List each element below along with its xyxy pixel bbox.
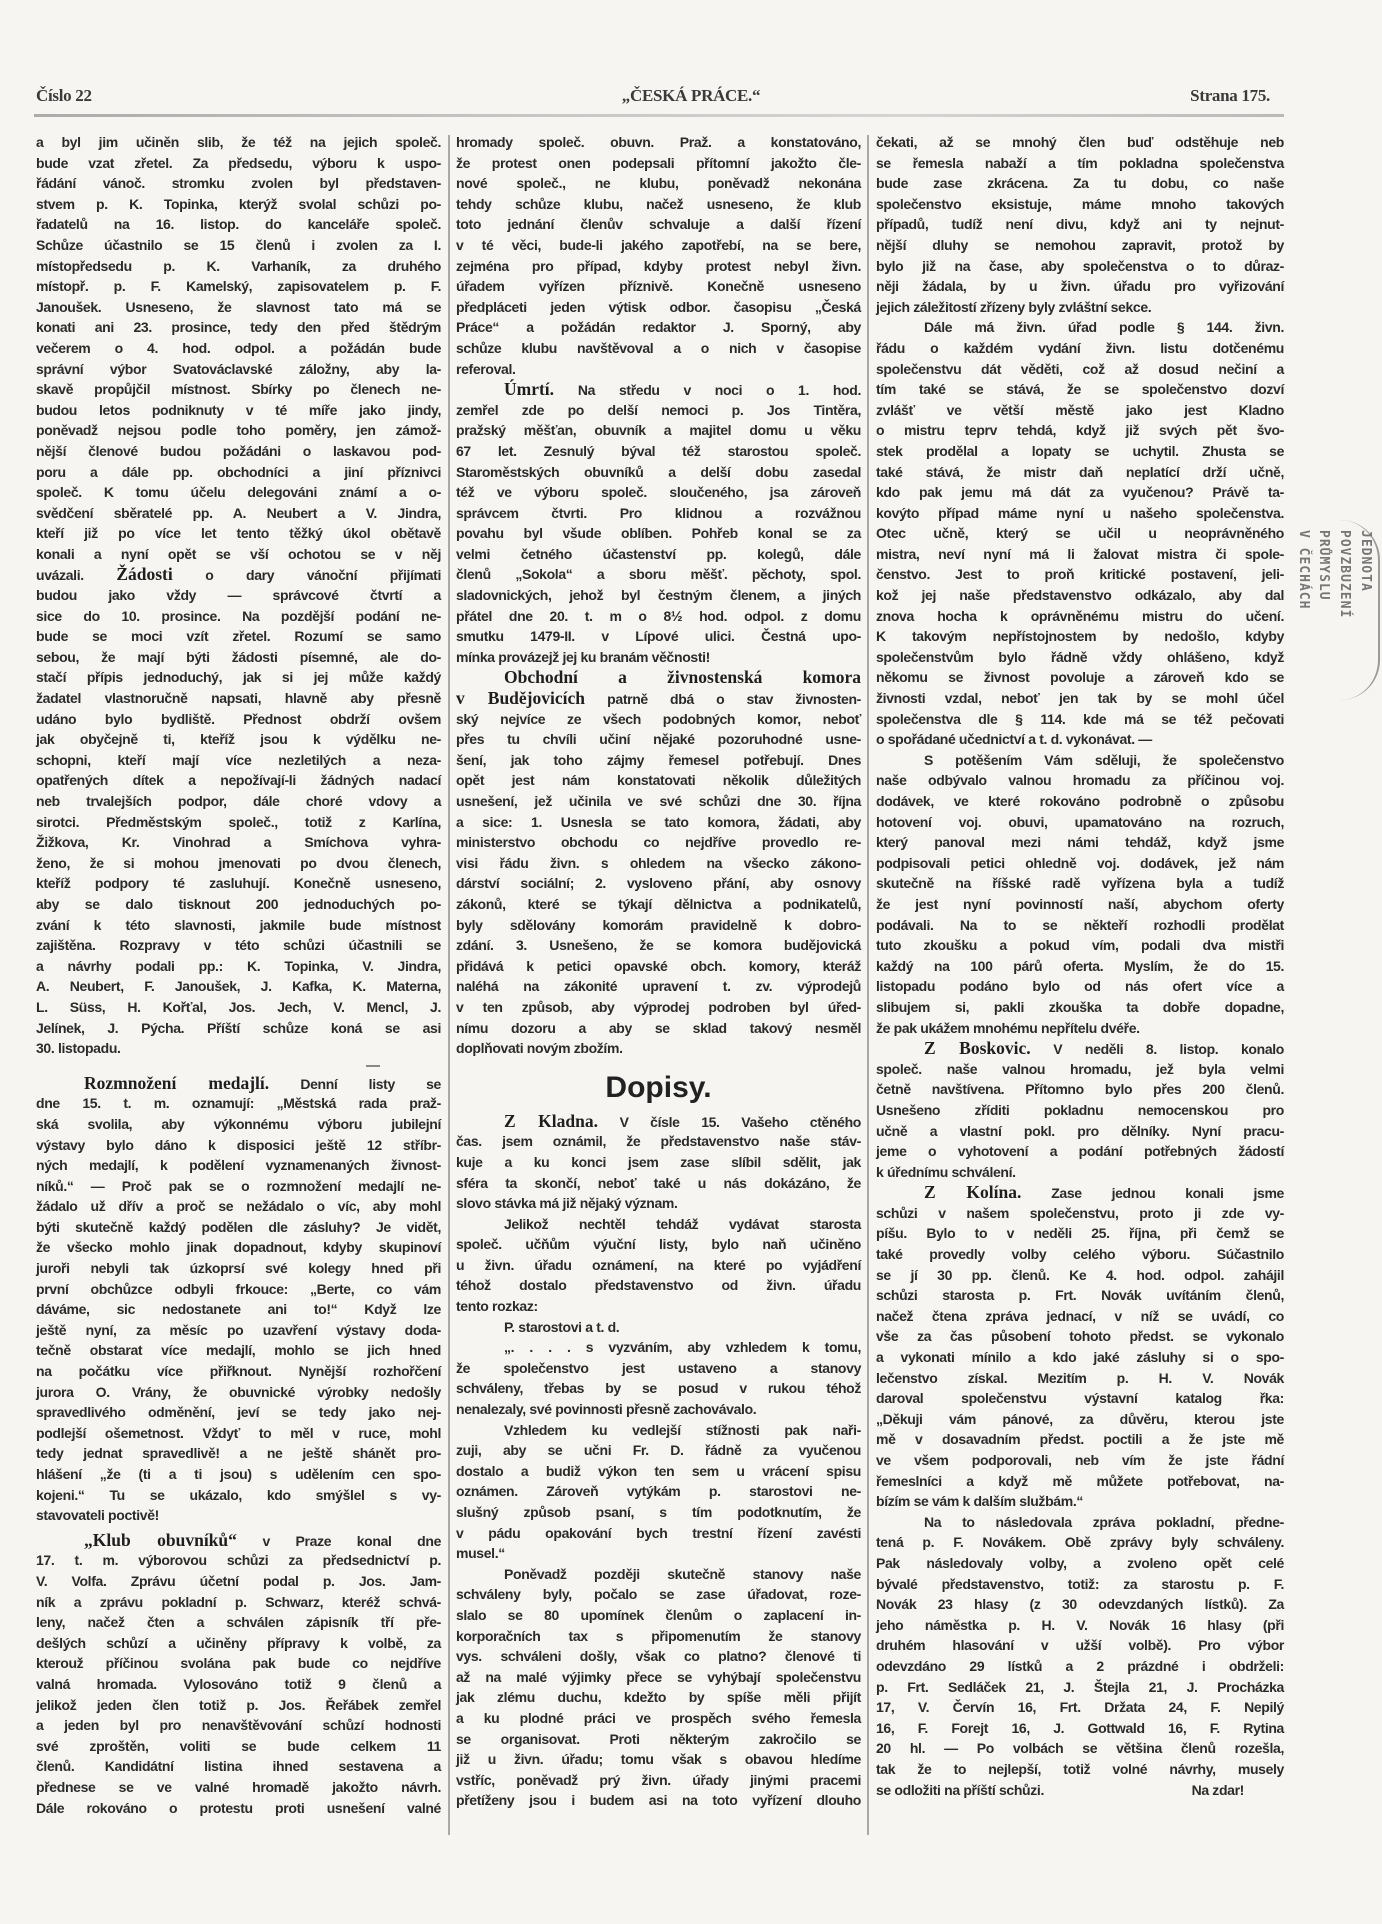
article-column-3 (876, 132, 1284, 1800)
text-line: jak obyčejně ti, kteříž jsou k výdělku ne- (36, 731, 441, 748)
text-line: v pádu opakování bych trestní řízení zavésti (456, 1524, 861, 1541)
text-line: žadatel vlastnoručně napsati, hlavně aby přesně (36, 690, 441, 707)
text-line: bízím se vám k dalším službám.“ (876, 1493, 1084, 1510)
text-line: Dále má živn. úřad podle § 144. živn. (924, 319, 1284, 336)
text-line: p. Frt. Sedláček 21, J. Štejla 21, J. Procházka (876, 1678, 1284, 1695)
text-line: píšu. Bylo to v neděli 25. října, při čemž se (876, 1225, 1284, 1242)
text-line: společ. K tomu účelu delegováni známí a o- (36, 484, 441, 501)
text-line: dáváme, sic nedostanete ani to!“ Když lze (36, 1301, 441, 1318)
text-line: a vykonati mínilo a kdo jaké zásluhy si o spo- (876, 1349, 1284, 1366)
text-line: přes tu chvíli učiní nějaké pozoruhodné usne- (456, 731, 861, 748)
text-line: tento rozkaz: (456, 1298, 538, 1315)
text-line: sice do 10. prosince. Na pozdější podání ne- (36, 607, 441, 624)
text-line: podlejší ošemetnost. Vždyť to měl v ruce, mohl (36, 1424, 441, 1441)
text-line: jurora O. Vrány, že obuvnické výrobky nedošly (36, 1383, 441, 1400)
text-line: místopř. p. F. Kamelský, zapisovatelem p. F. (36, 278, 441, 295)
text-line: Žižkova, Kr. Vinohrad a Smíchova vyhra- (36, 834, 441, 851)
text-line: čekati, až se mnohý člen buď odstěhuje neb (876, 134, 1284, 150)
line-text: o dary vánoční přijímati (172, 567, 442, 584)
text-line: mínka provázejž jej ku branám věčnosti! (456, 648, 710, 665)
paragraph (876, 1182, 1284, 1512)
text-line (876, 1038, 1284, 1059)
text-line: slušný způsob psaní, s tím podotknutím, že (456, 1504, 861, 1520)
text-line: také stává, že mistr daň neplatící drží učně, (876, 463, 1284, 480)
line-text: Na středu v noci o 1. hod. (554, 382, 861, 399)
paragraph (456, 667, 861, 1058)
text-line: bude zase zkrácena. Za tu dobu, co naše (876, 175, 1284, 192)
text-line: smutku 1479-II. v Lípové ulici. Čestná upo- (456, 628, 861, 645)
stamp-line: PRŮMYSLU (1316, 530, 1331, 601)
text-line: schůzi v našem společenstvu, proto ji zde vy- (876, 1204, 1284, 1221)
paragraph (456, 379, 861, 667)
text-line: správní výbor Svatováclavské záložny, aby la- (36, 360, 441, 377)
article-headline: Z Kladna. (504, 1110, 598, 1131)
text-line: Pak následovaly volby, a zvoleno opět celé (876, 1554, 1284, 1571)
article-headline: Z Kolína. (924, 1182, 1022, 1203)
text-line: úřadem vyřízen příznivě. Konečně usneseno (456, 278, 861, 295)
text-line: daroval společenstvu výstavní katalog řka: (876, 1390, 1284, 1407)
text-line: nenalezaly, své povinnosti přesně zachovávalo. (456, 1401, 757, 1418)
text-line: 16, F. Forejt 16, J. Gottwald 16, F. Rytina (876, 1719, 1284, 1736)
text-line: A. Neubert, F. Janoušek, J. Kafka, K. Materna, (36, 978, 441, 995)
text-line: podávali. Na to se někteří rozhodli prodělat (876, 916, 1284, 933)
text-line: konati ani 23. prosince, tedy den před štědrým (36, 319, 441, 336)
text-line: tedy jednat spravedlivě! a ne ještě shánět pro- (36, 1445, 441, 1462)
text-line (456, 667, 861, 688)
text-line: aby se dalo tisknout 200 jednoduchých po- (36, 895, 441, 912)
text-line: sféra ta skončí, neboť také u nás dokázáno, že (456, 1174, 861, 1191)
text-line: dne 15. t. m. oznamují: „Městská rada praž- (36, 1095, 441, 1112)
paragraph (876, 750, 1284, 1038)
text-line: v ten způsob, aby výprodej podroben byl úřed- (456, 998, 861, 1015)
paragraph (876, 132, 1284, 317)
column-divider (448, 135, 450, 1835)
text-line: stek prodělal a lopaty se uchytil. Zhusta se (876, 442, 1284, 459)
text-line (876, 1780, 1284, 1801)
text-line: ník a zprávu pokladní p. Schwarz, kteréž schvá- (36, 1593, 441, 1610)
paragraph (876, 1038, 1284, 1182)
text-line: tehdy schůze klubu, načež usneseno, že klub (456, 195, 861, 212)
text-line: zajištěna. Rozpravy v této schůzi účastnili se (36, 937, 441, 954)
line-text: V čísle 15. Vašeho ctěného (597, 1113, 861, 1130)
paragraph (36, 132, 441, 1059)
text-line: ministerstvo obchodu co nejdříve provedlo re- (456, 834, 861, 851)
text-line: který panoval mezi námi tehdáž, když jsme (876, 834, 1284, 851)
text-line: společenstva dle § 114. kde má se též pečovati (876, 710, 1284, 727)
text-line: ve všem podporovali, neb vím že jste řádní (876, 1452, 1284, 1468)
text-line: dostalo a budiž výkon ten sem u vrácení spisu (456, 1462, 861, 1479)
text-line: vstříc, poněvadž prý živn. úřady jinými pracemi (456, 1771, 861, 1788)
text-line: předpláceti jeden výtisk odbor. časopisu „Česká (456, 298, 861, 315)
text-line: 20 hl. — Po volbách se většina členů rozešla, (876, 1740, 1284, 1757)
text-line: u živn. úřadu oznámení, na které po vyjádření (456, 1256, 861, 1273)
text-line: zemřel zde po delší nemoci p. Jos Tintěra, (456, 401, 861, 418)
column-divider (867, 135, 869, 1835)
text-line: dárství sociální; 2. vysloveno přání, aby osnovy (456, 875, 861, 892)
text-line: kteříž podpory té zasluhují. Konečně usneseno, (36, 875, 441, 892)
text-line: bude se moci vzít zřetel. Rozumí se samo (36, 628, 441, 645)
text-line: a byl jim učiněn slib, že též na jejich společ. (36, 134, 441, 150)
text-line: usnešení, jež učinila ve své schůzi dne 30. října (456, 793, 861, 809)
text-line: k úřednímu schválení. (876, 1163, 1016, 1180)
text-line: čenstvo. Jest to proň kritické postavení, jeli- (876, 566, 1284, 583)
text-line: stavovateli poctivě! (36, 1507, 159, 1524)
text-line: zdání. 3. Usnešeno, že se komora budějovická (456, 937, 861, 954)
line-text: uvázali. (36, 567, 117, 584)
text-line: řemeslníci a když mě můžete potřebovat, na- (876, 1472, 1284, 1489)
text-line: Vzhledem ku vedlejší stížnosti pak naři- (504, 1421, 861, 1438)
text-line: poru a dále pp. obchodníci a jiní příznivci (36, 463, 441, 480)
text-line: schváleny, třebas by se posud v rukou téhož (456, 1380, 861, 1397)
text-line: večerem o 4. hod. odpol. a požádán bude (36, 339, 441, 356)
text-line: ještě nyní, za měsíc po uzavření výstavy doda- (36, 1321, 441, 1338)
text-line: musel.“ (456, 1545, 505, 1562)
text-line: zejména pro případ, kdyby protest nebyl živn. (456, 257, 861, 274)
paragraph (456, 1214, 861, 1317)
text-line: se jí 30 pp. členů. Ke 4. hod. odpol. zahájil (876, 1266, 1284, 1283)
text-line: ský nejvíce ze všech podobných komor, neboť (456, 710, 861, 727)
text-line: znova hocha k oprávněnému mistru do učení. (876, 607, 1284, 624)
text-line: konali a nyní opět se vší ochotou se v něj (36, 545, 441, 562)
text-line: jeme o vyhotovení a podání potřebných žádostí (876, 1143, 1284, 1160)
text-line: neb trvalejších podpor, dále choré vdovy a (36, 793, 441, 809)
stamp-line: V ČECHÁCH (1296, 530, 1311, 610)
text-line: Poněvadž později skutečně stanovy naše (504, 1565, 861, 1582)
article-headline: Obchodní a živnostenská komora (504, 667, 861, 688)
line-text: V neděli 8. listop. konalo (1030, 1041, 1284, 1058)
text-line: ných medajlí, k podělení vyznamenaných živnost- (36, 1157, 441, 1174)
text-line: dodávek, ve které rokováno podrobně o způsobu (876, 793, 1284, 809)
text-line (36, 1073, 441, 1094)
text-line: slibujem si, pakli zkouška ta dobře dopadne, (876, 998, 1284, 1015)
text-line: tím také se stává, že se společenstvo dozví (876, 381, 1284, 398)
text-line: 30. listopadu. (36, 1040, 121, 1057)
text-line: druhém hlasování v užší volbě). Pro výbor (876, 1637, 1284, 1654)
text-line: schváleny byly, počalo se zase úřadovat, roze- (456, 1586, 861, 1603)
text-line: o spořádané učednictví a t. d. vykonávat. — (876, 731, 1152, 748)
text-line: v té věci, bude-li jakého zapotřebí, na se bere, (456, 236, 861, 253)
text-line: společenstvům bylo řádně vždy ohlášeno, když (876, 648, 1284, 665)
text-line: Novák 23 hlasy (z 30 odevzdaných lístků). Za (876, 1596, 1284, 1613)
text-line: šení, jak toho zájmy řemesel potřebují. Dnes (456, 751, 861, 768)
text-line: skutečně na říšské radě vyřízena byla a tudíž (876, 875, 1284, 892)
text-line: 67 let. Zesnulý býval též starostou společ. (456, 442, 861, 459)
line-text: patrně dbá o stav živnosten- (585, 691, 861, 708)
paragraph (456, 1337, 861, 1419)
text-line: též ve výboru společ. sloučeného, jsa zároveň (456, 484, 861, 501)
text-line: „. . . . s vyzváním, aby vzhledem k tomu, (504, 1339, 861, 1356)
text-line: své zproštěn, voliti se bude celkem 11 (36, 1737, 441, 1754)
text-line: něji žádala, by u živn. úřadu pro vyřizování (876, 278, 1284, 295)
text-line: K takovým nepřístojnostem by nedošlo, kdyby (876, 628, 1284, 645)
text-line: Dále rokováno o protestu proti usnešení valné (36, 1799, 441, 1816)
text-line: že jest nyní povinností naší, abychom oferty (876, 895, 1284, 912)
text-line: Staroměstských obuvníků a delší dobu zasedal (456, 463, 861, 480)
text-line: o mistru teprv tehdá, když již svých pět švo- (876, 422, 1284, 439)
text-line: jeho náměstka p. H. V. Novák 16 hlasy (při (876, 1616, 1284, 1633)
text-line: také provedly volby celého výboru. Súčastnilo (876, 1246, 1284, 1263)
text-line: na počátku více přiřknout. Nynější rozhořčení (36, 1363, 441, 1380)
text-line: „Děkuji vám pánové, za důvěru, kterou jste (876, 1410, 1284, 1427)
text-line: V. Volfa. Zprávu účetní podal p. Jos. Jam- (36, 1572, 441, 1589)
text-line: každý na 100 párů oferta. Myslím, že do 15. (876, 957, 1284, 974)
text-line: oznámen. Zároveň vytýkám p. starostovi ne- (456, 1483, 861, 1500)
article-headline: v Budějovicích (456, 688, 585, 709)
text-line: tak že to nejlepší, totiž volné návrhy, musely (876, 1760, 1284, 1777)
text-line: doplňovati novým zbožím. (456, 1040, 623, 1057)
text-line: stačí přípis jednoduchý, jak si jej může každý (36, 669, 441, 686)
text-line: nové společ., ne klubu, poněvadž nekonána (456, 175, 861, 192)
text-line: toto jednání členův schvaluje a další řízení (456, 216, 861, 233)
issue-number: Číslo 22 (36, 86, 92, 105)
text-line: udáno bylo bydliště. Přednost obdrží ovšem (36, 710, 441, 727)
text-line: žádalo už dřív a proč se nežádalo o víc, aby mohl (36, 1198, 441, 1215)
text-line: bylo již na čase, aby společenstva o to důraz- (876, 257, 1284, 274)
text-line: a jeden byl pro nenavštěvování schůzí hodnosti (36, 1717, 441, 1734)
text-line: již u živn. úřadu; tomu však s obavou hledíme (456, 1751, 861, 1768)
text-line: Schůze účastnilo se 15 členů i zvolen za I. (36, 236, 441, 253)
line-text: v Praze konal dne (236, 1532, 442, 1549)
article-headline: Rozmnožení medajlí. (84, 1072, 270, 1093)
header-rule (34, 114, 1284, 117)
text-line: hotovení voj. obuvi, upamatováno na rozruch, (876, 813, 1284, 830)
paragraph (876, 1512, 1284, 1800)
text-line: přetíženy jsou i budem asi na toto vyřízení dlouho (456, 1792, 861, 1809)
text-line: tená p. F. Novákem. Obě zprávy byly schváleny. (876, 1534, 1284, 1551)
text-line: Otec učně, který se učil u neoprávněného (876, 525, 1284, 542)
article-headline: Úmrtí. (504, 379, 555, 400)
text-line: byly sdělovány komorám pravidelně k dobro- (456, 916, 861, 933)
text-line: sebou, že mají býti žádosti písemné, ale do- (36, 648, 441, 665)
text-line: řádání vánoč. stromku zvolen byl představen- (36, 175, 441, 192)
text-line: budou letos podniknuty v té míře jako jindy, (36, 401, 441, 418)
paragraph (456, 1317, 861, 1338)
text-line (456, 688, 861, 709)
section-separator (36, 1059, 441, 1073)
text-line: slalo se 80 upomínek členům o zaplacení in- (456, 1606, 861, 1623)
text-line: slovo stávka má již nějaký význam. (456, 1195, 678, 1212)
text-line: správcem čtvrti. Pro klidnou a rozvážnou (456, 504, 861, 521)
text-line: kojeni.“ Tu se ukázalo, kdo smýšlel s vy- (36, 1486, 441, 1503)
text-line: L. Süss, H. Kořťal, Jos. Jech, V. Mencl, J. (36, 998, 441, 1015)
text-line: povahu byl všude oblíben. Pohřeb konal se za (456, 525, 861, 542)
text-line: společ. učňům výuční listy, bylo naň učiněno (456, 1236, 861, 1253)
text-line: visi řádu živn. s ohledem na všecko zákono- (456, 854, 861, 871)
text-line: řádu o každém vydání živn. listu dotčenému (876, 339, 1284, 356)
text-line: býti skutečně každý podělen dle zásluhy? Je vidět, (36, 1218, 441, 1235)
text-line (456, 379, 861, 400)
text-line: kteří již po více let tento těžký úkol obětavě (36, 525, 441, 542)
paragraph (456, 132, 861, 379)
text-line: lečenstvo získal. Mezitím p. H. V. Novák (876, 1369, 1284, 1386)
text-line: zuji, aby se učni Fr. D. řádně za vyučenou (456, 1442, 861, 1459)
section-heading: Dopisy. (605, 1070, 712, 1104)
text-line: přednese se ve valné hromadě jakožto návrh. (36, 1778, 441, 1795)
text-line: sirotci. Předměstským společ., totiž z Karlína, (36, 813, 441, 830)
text-line: učně a vlastní pokl. pro dělníky. Nyní pracu- (876, 1122, 1284, 1139)
article-headline: Z Boskovic. (924, 1038, 1031, 1059)
text-line: opatřených dítek a nepožívají-li žádných nadací (36, 772, 441, 789)
text-line: Jelínek, J. Pýcha. Příští schůze koná se asi (36, 1019, 441, 1036)
text-line: četně navštívena. Přítomno bylo přes 200 členů. (876, 1081, 1284, 1098)
article-column-1 (36, 132, 441, 1818)
article-headline: „Klub obuvníků“ (84, 1529, 237, 1550)
line-text: se odložiti na příští schůzi. (876, 1781, 1044, 1798)
article-headline: Žádosti (116, 564, 173, 585)
text-line: Janoušek. Usneseno, že slavnost tato má se (36, 298, 441, 315)
text-line: kovýto případ máme nyní u našeho společenstva. (876, 504, 1284, 521)
text-line: opět jest nám konstatovati několik důležitých (456, 772, 861, 789)
text-line: pražský měšťan, obuvník a majitel domu u věku (456, 422, 861, 439)
text-line: zákonů, které se týkají dělnictva a podnikatelů, (456, 895, 861, 912)
text-line: podpisovali petici ohledně voj. dodávek, jež nám (876, 854, 1284, 871)
text-line: nější členové budou požádáni o laskavou pod- (36, 442, 441, 459)
text-line: naše odbývalo valnou hromadu za příčinou voj. (876, 772, 1284, 789)
text-line: kdo pak jemu má dát za vyučenou? Právě ta- (876, 484, 1284, 501)
paragraph (456, 1111, 861, 1214)
text-line: vše za čas působení tohoto předst. se vykonalo (876, 1328, 1284, 1345)
text-line (876, 1182, 1284, 1203)
text-line: poněvadž nejsou podle toho poměry, jen zámož- (36, 422, 441, 439)
text-line: načež čtena zpráva jednací, v níž se uvádí, co (876, 1307, 1284, 1324)
text-line: skavě propůjčil místnost. Sbírky po členech ne- (36, 381, 441, 398)
text-line: a ku plodné práci ve prospěch svého řemesla (456, 1709, 861, 1726)
text-line: svědčení sběratelé pp. A. Neubert a V. Jindra, (36, 504, 441, 521)
text-line: že pak ukážem mnohému nepřítelu dvéře. (876, 1019, 1140, 1036)
page-number: Strana 175. (1190, 86, 1270, 105)
text-line: kuje a ku konci jsem zase slíbil sdělit, jak (456, 1153, 861, 1170)
text-line: živnosti vzdal, neboť jen tak by se mohl účel (876, 690, 1284, 707)
signoff: Na zdar! (1191, 1781, 1244, 1798)
text-line: S potěšením Vám sděluji, že společenstvo (924, 751, 1284, 768)
text-line: kož jej naše představenstvo odkázalo, aby dal (876, 587, 1284, 604)
text-line: referoval. (456, 360, 516, 377)
text-line: jak zlému duchu, kdežto by spíše měli přijít (456, 1689, 861, 1706)
stamp-line: JEDNOTA (1358, 530, 1373, 592)
stamp-line: POVZBUZENÍ (1337, 530, 1352, 619)
text-line: leny, načež čten a schválen zápisník tří pře- (36, 1614, 441, 1631)
newspaper-title: „ČESKÁ PRÁCE.“ (621, 86, 761, 105)
text-line: Usnešeno zříditi pokladnu nemocenskou pro (876, 1101, 1284, 1118)
text-line: až na malé výjimky přece se vyhýbají společenstvu (456, 1668, 861, 1685)
text-line: mistra, neví nyní má li žalovat mistra či spole- (876, 545, 1284, 562)
text-line: případů, tudíž není divu, když ani ty nejnut- (876, 216, 1284, 233)
text-line: že všecko mohlo jinak dopadnout, kdyby skupinoví (36, 1239, 441, 1256)
text-line: někomu se živnost povoluje a zároveň kdo se (876, 669, 1284, 686)
text-line: spravedlivého odměnění, jeví se tedy jako nej- (36, 1404, 441, 1421)
line-text: Denní listy se (269, 1075, 441, 1092)
text-line: 17. t. m. výborovou schůzi za předsednictví p. (36, 1552, 441, 1569)
text-line: velmi četného účastenství pp. kolegů, dále (456, 545, 861, 562)
text-line: schůze klubu navštěvoval a o nich v časopise (456, 339, 861, 356)
paragraph (876, 317, 1284, 749)
text-line: schopni, kteří mají více nezletilých a neza- (36, 751, 441, 768)
text-line: téhož dostalo představenstvo od živn. úřadu (456, 1277, 861, 1294)
text-line: sladovnických, jehož byl čestným členem, a jiných (456, 587, 861, 604)
text-line: naléhá na zákonité upravení t. zv. výprodejů (456, 978, 861, 995)
text-line: první obchůzce odbyli frkouce: „Berte, co vám (36, 1280, 441, 1297)
text-line: zvání k této slavnosti, jakmile bude místnost (36, 916, 441, 933)
text-line: odevzdáno 29 lístků a 2 prázdné i obdrželi: (876, 1657, 1284, 1674)
text-line: schůzi starosta p. Frt. Novák uvítáním členů, (876, 1287, 1284, 1304)
text-line: nímu dozoru a aby se sklad takový nesměl (456, 1019, 861, 1036)
library-stamp (1294, 520, 1380, 700)
text-line: P. starostovi a t. d. (504, 1318, 620, 1335)
text-line: Na to následovala zpráva pokladní, předne- (924, 1513, 1284, 1530)
text-line: ženo, že si mohou jmenovati po dvou členech, (36, 854, 441, 871)
text-line (36, 564, 441, 585)
paragraph (36, 1073, 441, 1526)
text-line: listopadu podáno bylo od nás ofert více a (876, 978, 1284, 995)
text-line: Jelikož nechtěl tehdáž vydávat starosta (504, 1215, 861, 1232)
line-text: Zase jednou konali jsme (1021, 1185, 1284, 1202)
text-line: že protest onen podepsali přítomní jakožto čle- (456, 154, 861, 171)
text-line: se organisovat. Proti některým zakročilo se (456, 1730, 861, 1747)
text-line: budou jako vždy — správcové čtvrtí a (36, 587, 441, 604)
article-column-2 (456, 132, 861, 1811)
text-line (456, 1111, 861, 1132)
text-line: valná hromada. Vylosováno totiž 9 členů a (36, 1675, 441, 1692)
text-line: členů „Sokola“ a sboru měšť. pěchoty, spol. (456, 566, 861, 583)
text-line: společ. naše valnou hromadu, jež byla velmi (876, 1060, 1284, 1077)
text-line: níků.“ — Proč pak se o rozmnožení medajlí ne- (36, 1177, 441, 1194)
text-line: čas. jsem oznámil, že představenstvo naše stáv- (456, 1133, 861, 1150)
text-line: přátel dne 20. t. m o 8½ hod. odpol. z domu (456, 607, 861, 624)
text-line: kterouž příčinou svolána pak bude co nejdříve (36, 1655, 441, 1672)
text-line: Práce“ a požádán redaktor J. Sporný, aby (456, 319, 861, 336)
text-line: stvem p. K. Topinka, kterýž svolal schůzi po- (36, 195, 441, 212)
text-line: že společenstvo jest ustaveno a stanovy (456, 1359, 861, 1376)
text-line: hromady společ. obuvn. Praž. a konstatováno, (456, 134, 861, 150)
text-line: mě v dosavadním předst. poctili a že jste mě (876, 1431, 1284, 1448)
paragraph (456, 1420, 861, 1564)
text-line: se řemesla nabaží a tím pokladna společenstva (876, 154, 1284, 171)
text-line: 17, V. Červín 16, Frt. Držata 24, F. Nepilý (876, 1699, 1284, 1716)
text-line: členů. Kandidátní listina ihned sestavena a (36, 1758, 441, 1775)
paragraph (456, 1564, 861, 1811)
text-line: dešlých schůzí a učiněny přípravy k volbě, za (36, 1634, 441, 1651)
text-line: bude vzat zřetel. Za předsedu, výboru k uspo- (36, 154, 441, 171)
text-line: korporačních tax s připomenutím že stanovy (456, 1627, 861, 1644)
text-line: výstavy bylo dáno k disposici ještě 12 stříbr- (36, 1136, 441, 1153)
text-line (36, 1530, 441, 1551)
paragraph (36, 1530, 441, 1818)
text-line: hlášení „že (ti a ti jsou) s udělením cen spo- (36, 1466, 441, 1482)
text-line: společenstvu dát věděti, což až dosud nečiní a (876, 360, 1284, 377)
text-line: řadatelů na 16. listop. do kanceláře společ. (36, 216, 441, 233)
text-line: společenstvo eksistuje, máme mnoho takových (876, 195, 1284, 212)
text-line: a sice: 1. Usnesla se tato komora, žádati, aby (456, 813, 861, 830)
text-line: ská svolila, aby výkonnému výboru jubilejní (36, 1115, 441, 1132)
text-line: jelikož jeden člen totiž p. Jos. Řeřábek zemřel (36, 1696, 441, 1713)
text-line: bývalé představenstvo, totiž: za starostu p. F. (876, 1575, 1284, 1592)
text-line: vys. schváleni došly, však co platno? členové ti (456, 1648, 861, 1665)
text-line: juroři nebyli tak úzkoprsí své kolegy hned při (36, 1260, 441, 1277)
text-line: zvlášť ve větší městě jako jest Kladno (876, 401, 1284, 418)
text-line: a návrhy podali pp.: K. Topinka, V. Jindra, (36, 957, 441, 974)
text-line: přidává k petici opavské obch. komory, kteráž (456, 957, 861, 974)
text-line: místopředsedu p. K. Varhaník, za druhého (36, 257, 441, 274)
text-line: jejich záležitostí zřízeny byly zvláštní sekce. (876, 298, 1152, 315)
text-line: tuto zkoušku a pokud vím, podali dva mistři (876, 937, 1284, 954)
text-line: nější dluhy se nemohou zapravit, protož by (876, 236, 1284, 253)
text-line: tečně obstarat více medajlí, mohlo se jich hned (36, 1342, 441, 1359)
